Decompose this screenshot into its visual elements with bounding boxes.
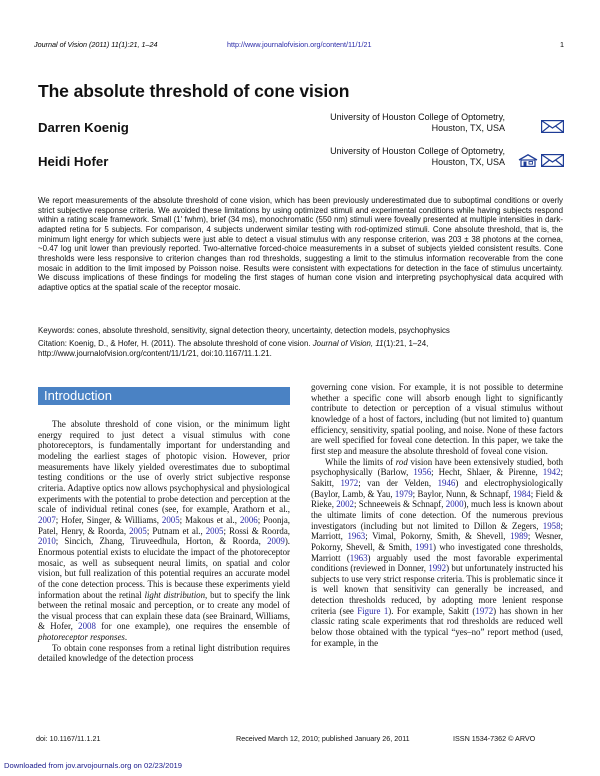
footer-received: Received March 12, 2010; published January 26, 2011	[236, 734, 410, 743]
paragraph: While the limits of rod vision have been extensively studied, both psychophysically (Barlow, 1956; Hecht, Shlaer, & Pirenne, 1942; Sakitt, 1972; van der Velden, 1946) and electrophysiologically (Baylor, Lamb, & Yau, 1979; Baylor, Nunn, & Schnapf, 1984; Field & Rieke, 2002; Schneeweis & Schnapf, 2000), much less is known about the ultimate limits of cone detection. Of the numerous previous investigators (including but not limited to Dillon & Zegers, 1958; Marriott, 1963; Vimal, Pokorny, Smith, & Shevell, 1989; Wesner, Pokorny, Shevell, & Smith, 1991) who investigated cone thresholds, Marriott (1963) arguably used the most favorable experimental conditions (reviewed in Donner, 1992) but unfortunately instructed his subjects to use very strict response criteria. This is problematic since it is well known that sensitivity can generally be increased, and detection thresholds reduced, by adopting more lenient response criteria (see Figure 1). For example, Sakitt (1972) has shown in her classic rating scale experiments that rod thresholds are reduced well below those obtained with the typical “yes–no” report method (used, for example, in the	[311, 456, 564, 648]
footer-doi: doi: 10.1167/11.1.21	[36, 734, 101, 743]
reference-link[interactable]: 1972	[340, 477, 359, 488]
running-header-url[interactable]: http://www.journalofvision.org/content/11/1/21	[227, 40, 372, 49]
author-name: Darren Koenig	[38, 120, 129, 135]
reference-link[interactable]: 2005	[129, 525, 147, 536]
email-icon[interactable]	[541, 154, 564, 167]
reference-link[interactable]: 2006	[239, 514, 258, 525]
reference-link[interactable]: 1942	[542, 467, 561, 478]
homepage-icon[interactable]	[518, 154, 538, 167]
keywords: Keywords: cones, absolute threshold, sensitivity, signal detection theory, uncertainty, detection models, psychophysics	[38, 326, 450, 335]
reference-link[interactable]: 2005	[205, 525, 224, 536]
section-heading-introduction: Introduction	[38, 387, 290, 405]
reference-link[interactable]: 2000	[445, 499, 464, 510]
reference-link[interactable]: 1956	[413, 467, 432, 478]
reference-link[interactable]: 2008	[78, 621, 96, 632]
paragraph: To obtain cone responses from a retinal light distribution requires detailed knowledge of the detection process	[38, 642, 290, 664]
reference-link[interactable]: 2005	[161, 514, 180, 525]
reference-link[interactable]: 1989	[510, 531, 528, 542]
email-icon[interactable]	[541, 120, 564, 133]
author-name: Heidi Hofer	[38, 154, 109, 169]
reference-link[interactable]: 2002	[336, 499, 354, 510]
reference-link[interactable]: 1963	[347, 531, 366, 542]
reference-link[interactable]: 2010	[38, 536, 56, 547]
author-affiliation: University of Houston College of Optometry, Houston, TX, USA	[330, 146, 505, 167]
reference-link[interactable]: 2007	[38, 514, 56, 525]
paragraph: governing cone vision. For example, it is not possible to determine whether a specific cone will absorb enough light to significantly contribute to detection or perception of a visual stimulus without knowledge of a host of factors, including (but not limited to) quantum efficiency, sensitivity, spatial pooling, and noise. None of these factors are well specified for foveal cone detection. In this paper, we take the first step and measure the absolute threshold of foveal cone vision.	[311, 382, 563, 456]
reference-link[interactable]: 1979	[394, 488, 413, 499]
author-affiliation: University of Houston College of Optometry, Houston, TX, USA	[330, 112, 505, 133]
reference-link[interactable]: 2009	[267, 536, 285, 547]
author-contact-icons	[518, 154, 564, 166]
body-column-left	[38, 419, 290, 664]
reference-link[interactable]: 1972	[475, 605, 494, 616]
reference-link[interactable]: 1963	[349, 552, 368, 563]
reference-link[interactable]: 1992	[428, 563, 447, 574]
paragraph: The absolute threshold of cone vision, or the minimum light energy required to just detect a visual stimulus with cone photoreceptors, is fundamentally important for understanding and modeling the earliest stages of photopic vision. However, prior measurements have likely yielded overestimates due to suboptimal testing conditions or the use of overly strict subjective response criteria. Adaptive optics now allows psychophysical and physiological experiments with the potential to probe detection and perception at the scale of individual retinal cones (see, for example, Arathorn et al., 2007; Hofer, Singer, & Williams, 2005; Makous et al., 2006; Poonja, Patel, Henry, & Roorda, 2005; Putnam et al., 2005; Rossi & Roorda, 2010; Sincich, Zhang, Tiruveedhula, Horton, & Roorda, 2009). Enormous potential exists to elucidate the impact of the photoreceptor mosaic, as well as subsequent neural limits, on spatial and color vision, but full realization of this potential requires an accurate model of the cone detection process. This is because these experiments yield information about the retinal light distribution, but to specify the link between the retinal mosaic and perception, or to create any model of the visual process that can explain these data (see Brainard, Williams, & Hofer, 2008 for one example), one requires the ensemble of photoreceptor responses.	[38, 419, 291, 643]
figure-link[interactable]: Figure 1	[357, 605, 389, 616]
page-number: 1	[560, 40, 564, 49]
footer-issn: ISSN 1534-7362 © ARVO	[453, 734, 536, 743]
download-note: Downloaded from jov.arvojournals.org on 02/23/2019	[4, 761, 183, 770]
body-column-right	[311, 382, 563, 648]
reference-link[interactable]: 1946	[437, 477, 456, 488]
running-header-journal: Journal of Vision (2011) 11(1):21, 1–24	[34, 40, 158, 49]
citation: Citation: Koenig, D., & Hofer, H. (2011). The absolute threshold of cone vision. Journal of Vision, 11(1):21, 1–24, http://www.journalofvision.org/content/11/1/21, doi:10.1167/11.1.21.	[38, 339, 429, 358]
article-title: The absolute threshold of cone vision	[38, 81, 350, 101]
reference-link[interactable]: 1958	[542, 520, 561, 531]
abstract: We report measurements of the absolute threshold of cone vision, which has been previously underestimated due to suboptimal conditions or overly strict subjective response criteria. We avoided these limitations by using optimized stimuli and experimental conditions while having subjects respond within a rating scale framework. Small (1′ fwhm), brief (34 ms), monochromatic (550 nm) stimuli were foveally presented at multiple intensities in dark-adapted retina for 5 subjects. For comparison, 4 subjects underwent similar testing with rod-optimized stimuli. Cone absolute threshold, that is, the minimum light energy for which subjects were just able to detect a visual stimulus with any response criterion, was 203 ± 38 photons at the cornea, ~0.47 log unit lower than previously reported. Two-alternative forced-choice measurements in a subset of subjects yielded consistent results. Cone thresholds were less responsive to criterion changes than rod thresholds, suggesting a limit to the stimulus information recoverable from the cone mosaic in addition to the limit imposed by Poisson noise. Results were consistent with expectations for detection in the face of stimulus uncertainty. We discuss implications of these findings for modeling the first stages of human cone vision and interpreting psychophysical data acquired with adaptive optics at the spatial scale of the receptor mosaic.	[38, 196, 563, 292]
reference-link[interactable]: 1991	[415, 541, 434, 552]
author-contact-icons	[541, 120, 564, 132]
reference-link[interactable]: 1984	[512, 488, 531, 499]
